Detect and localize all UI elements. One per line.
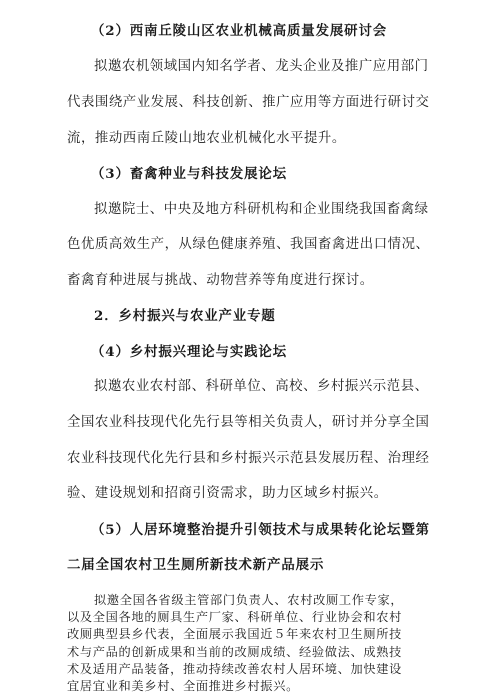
body-line: 农业科技现代化先行县和乡村振兴示范县发展历程、治理经 <box>67 451 430 466</box>
body-line: 验、建设规划和招商引资需求，助力区域乡村振兴。 <box>67 486 388 501</box>
section-heading-5-continued: 二届全国农村卫生厕所新技术新产品展示 <box>67 557 325 573</box>
topic-heading-2: 2．乡村振兴与农业产业专题 <box>94 308 276 324</box>
body-line: 代表围绕产业发展、科技创新、推广应用等方面进行研讨交 <box>67 95 430 110</box>
body-line: 拟邀院士、中央及地方科研机构和企业围绕我国畜禽绿 <box>94 202 429 217</box>
body-line: 术及适用产品装备，推动持续改善农村人居环境、加快建设 <box>67 661 403 676</box>
body-line: 畜禽育种进展与挑战、动物营养等角度进行探讨。 <box>67 273 374 288</box>
section-heading-2: （2）西南丘陵山区农业机械高质量发展研讨会 <box>91 23 388 39</box>
body-line: 全国农业科技现代化先行县等相关负责人，研讨并分享全国 <box>67 415 430 430</box>
body-line: 拟邀全国各省级主管部门负责人、农村改厕工作专家， <box>94 593 404 607</box>
body-line: 以及全国各地的厕具生产厂家、科研单位、行业协会和农村 <box>67 610 403 625</box>
section-heading-3: （3）畜禽种业与科技发展论坛 <box>91 166 287 182</box>
body-line: 色优质高效生产，从绿色健康养殖、我国畜禽进出口情况、 <box>67 237 430 252</box>
body-line: 改厕典型县乡代表，全面展示我国近５年来农村卫生厕所技 <box>67 627 403 642</box>
section-heading-5: （5）人居环境整治提升引领技术与成果转化论坛暨第 <box>91 522 430 538</box>
body-line: 宜居宜业和美乡村、全面推进乡村振兴。 <box>67 679 299 693</box>
body-line: 术与产品的创新成果和当前的改厕成绩、经验做法、成熟技 <box>67 644 403 659</box>
section-heading-4: （4）乡村振兴理论与实践论坛 <box>91 344 287 360</box>
body-line: 拟邀农业农村部、科研单位、高校、乡村振兴示范县、 <box>94 379 429 394</box>
body-line: 流，推动西南丘陵山地农业机械化水平提升。 <box>67 131 346 146</box>
body-line: 拟邀农机领域国内知名学者、龙头企业及推广应用部门 <box>94 59 429 74</box>
